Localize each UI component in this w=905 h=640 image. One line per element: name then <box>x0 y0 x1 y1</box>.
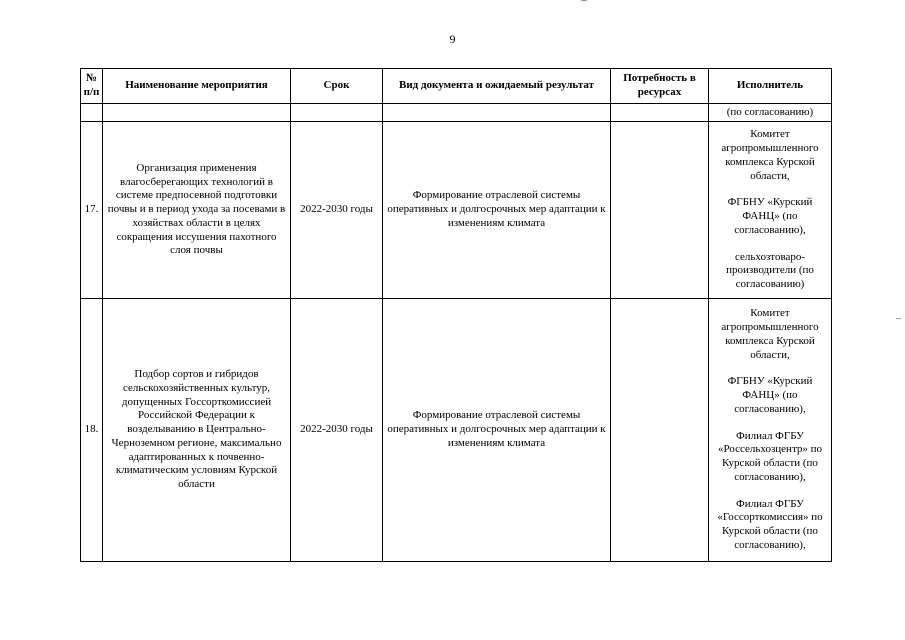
scan-mark <box>581 0 587 1</box>
measure-result: Формирование отраслевой системы оперативных и долгосрочных мер адаптации к изменениям климата <box>383 122 611 299</box>
row-number: 17. <box>81 122 103 299</box>
executor-item: Комитет агропромышленного комплекса Курской области, <box>721 128 819 182</box>
scan-mark <box>896 318 901 319</box>
table-header-row <box>81 69 832 104</box>
row-number: 18. <box>81 299 103 562</box>
executor-item: ФГБНУ «Курский ФАНЦ» (по согласованию), <box>727 196 813 236</box>
header-needs: Потребность в ресурсах <box>611 69 709 104</box>
header-name: Наименование мероприятия <box>103 69 291 104</box>
cell-empty <box>81 104 103 122</box>
page-number: 9 <box>449 32 456 46</box>
measure-name: Подбор сортов и гибридов сельскохозяйственных культур, допущенных Госсорткомиссией Российской Федерации к возделыванию в Центрально-Черноземном регионе, максимально адаптированных к почвенно- климатическим условиям Курской области <box>103 299 291 562</box>
cell-empty <box>291 104 383 122</box>
measure-term: 2022-2030 годы <box>291 122 383 299</box>
executor-item: Филиал ФГБУ «Россельхозцентр» по Курской области (по согласованию), <box>717 429 823 483</box>
table-row <box>81 122 832 299</box>
executor-item: ФГБНУ «Курский ФАНЦ» (по согласованию), <box>727 375 813 415</box>
header-doc: Вид документа и ожидаемый результат <box>383 69 611 104</box>
header-executor: Исполнитель <box>709 69 832 104</box>
measures-table <box>80 68 832 562</box>
measure-resources <box>611 299 709 562</box>
measure-name: Организация применения влагосберегающих технологий в системе предпосевной подготовки почвы и в период ухода за посевами в хозяйствах области в целях сокращения иссушения пахотного слоя почвы <box>103 122 291 299</box>
table-row <box>81 299 832 562</box>
cell-empty <box>611 104 709 122</box>
continuation-row <box>81 104 832 122</box>
cell-empty <box>383 104 611 122</box>
executor-item: сельхозтоваро-производители (по согласованию) <box>726 250 814 290</box>
cell-empty <box>103 104 291 122</box>
measure-term: 2022-2030 годы <box>291 299 383 562</box>
continuation-executor: (по согласованию) <box>709 104 832 122</box>
header-term: Срок <box>291 69 383 104</box>
executor-item: Комитет агропромышленного комплекса Курской области, <box>721 307 819 361</box>
measure-executors <box>709 122 832 299</box>
executor-item: Филиал ФГБУ «Госсорткомиссия» по Курской области (по согласованию), <box>717 497 823 551</box>
measure-resources <box>611 122 709 299</box>
measure-executors <box>709 299 832 562</box>
measure-result: Формирование отраслевой системы оперативных и долгосрочных мер адаптации к изменениям климата <box>383 299 611 562</box>
header-num: № п/п <box>81 69 103 104</box>
